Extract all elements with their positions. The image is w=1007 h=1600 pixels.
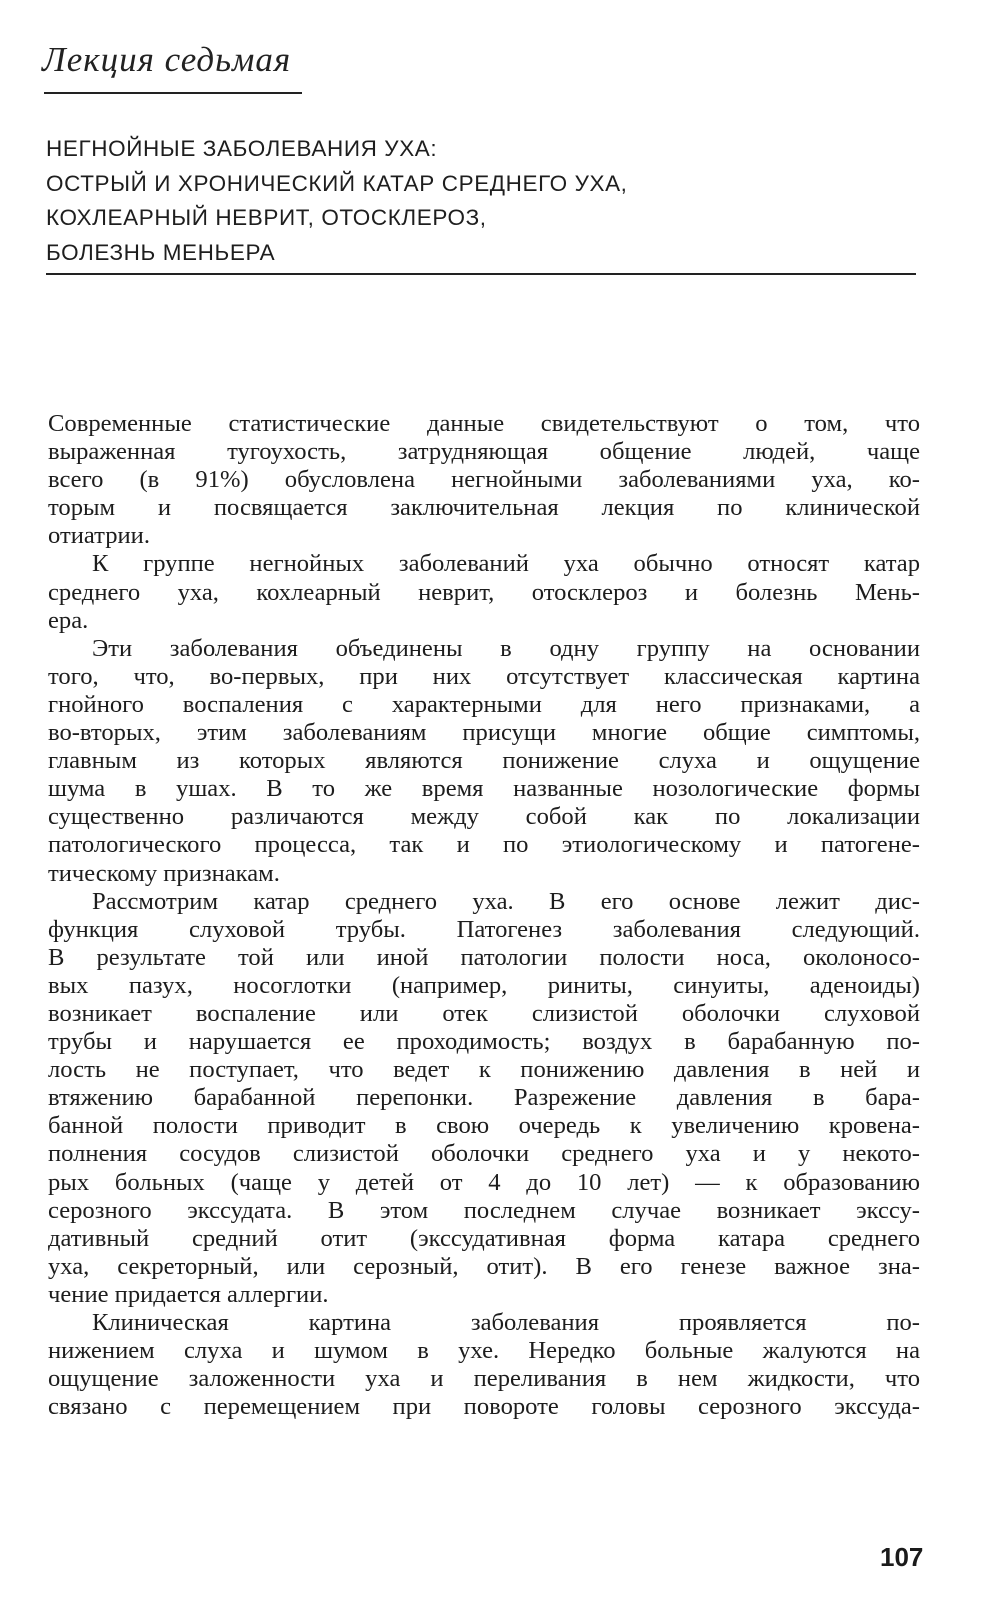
chapter-title-line: БОЛЕЗНЬ МЕНЬЕРА [46, 239, 276, 265]
chapter-title-line: КОХЛЕАРНЫЙ НЕВРИТ, ОТОСКЛЕРОЗ, [46, 205, 487, 230]
text-line: выраженная тугоухость, затрудняющая общение людей, чаще [48, 438, 920, 466]
chapter-title-line: НЕГНОЙНЫЕ ЗАБОЛЕВАНИЯ УХА: [46, 136, 438, 161]
text-line: чение придается аллергии. [48, 1280, 329, 1308]
text-line: В результате той или иной патологии полости носа, околоносо- [48, 943, 920, 971]
text-line: связано с перемещением при повороте головы серозного экссуда- [48, 1393, 920, 1421]
text-line: того, что, во-первых, при них отсутствует классическая картина [48, 662, 920, 690]
text-line: отиатрии. [48, 522, 150, 550]
text-line: уха, секреторный, или серозный, отит). В его генезе важное зна- [48, 1252, 920, 1280]
text-line: К группе негнойных заболеваний уха обычно относят катар [92, 550, 920, 578]
text-line: торым и посвящается заключительная лекция по клинической [48, 494, 920, 522]
text-line: Современные статистические данные свидетельствуют о том, что [48, 410, 920, 437]
text-line: функция слуховой трубы. Патогенез заболевания следующий. [48, 915, 920, 943]
body-text [48, 410, 920, 1421]
chapter-title-line: ОСТРЫЙ И ХРОНИЧЕСКИЙ КАТАР СРЕДНЕГО УХА, [46, 170, 628, 196]
lecture-rule [44, 92, 302, 94]
text-line: рых больных (чаще у детей от 4 до 10 лет) — к образованию [48, 1168, 920, 1196]
text-line: Рассмотрим катар среднего уха. В его основе лежит дис- [92, 887, 920, 915]
text-line: полнения сосудов слизистой оболочки среднего уха и у некото- [48, 1140, 920, 1168]
text-line: Эти заболевания объединены в одну группу на основании [92, 634, 920, 662]
text-line: патологического процесса, так и по этиологическому и патогене- [48, 831, 920, 859]
text-line: ера. [48, 606, 89, 634]
chapter-title [46, 132, 946, 270]
text-line: среднего уха, кохлеарный неврит, отосклероз и болезнь Мень- [48, 578, 920, 606]
text-line: серозного экссудата. В этом последнем случае возникает экссу- [48, 1196, 920, 1224]
text-line: во-вторых, этим заболеваниям присущи многие общие симптомы, [48, 719, 920, 747]
text-line: Клиническая картина заболевания проявляется по- [92, 1309, 920, 1336]
text-line: нижением слуха и шумом в ухе. Нередко больные жалуются на [48, 1337, 920, 1365]
text-line: шума в ушах. В то же время названные нозологические формы [48, 775, 920, 803]
text-line: лость не поступает, что ведет к понижению давления в ней и [48, 1056, 920, 1084]
text-line: трубы и нарушается ее проходимость; воздух в барабанную по- [48, 1028, 920, 1056]
text-line: главным из которых являются понижение слуха и ощущение [48, 747, 920, 775]
text-line: тическому признакам. [48, 859, 280, 887]
text-line: банной полости приводит в свою очередь к увеличению кровена- [48, 1112, 920, 1140]
title-rule [46, 273, 916, 275]
page-number: 107 [880, 1542, 924, 1572]
lecture-label: Лекция седьмая [42, 40, 292, 79]
text-line: существенно различаются между собой как по локализации [48, 803, 920, 831]
text-line: вых пазух, носоглотки (например, риниты, синуиты, аденоиды) [48, 971, 920, 999]
text-line: ощущение заложенности уха и переливания в нем жидкости, что [48, 1365, 920, 1393]
text-line: втяжению барабанной перепонки. Разрежение давления в бара- [48, 1084, 920, 1112]
text-line: дативный средний отит (экссудативная форма катара среднего [48, 1224, 920, 1252]
text-line: гнойного воспаления с характерными для него признаками, а [48, 690, 920, 718]
text-line: всего (в 91%) обусловлена негнойными заболеваниями уха, ко- [48, 466, 920, 494]
text-line: возникает воспаление или отек слизистой оболочки слуховой [48, 999, 920, 1027]
